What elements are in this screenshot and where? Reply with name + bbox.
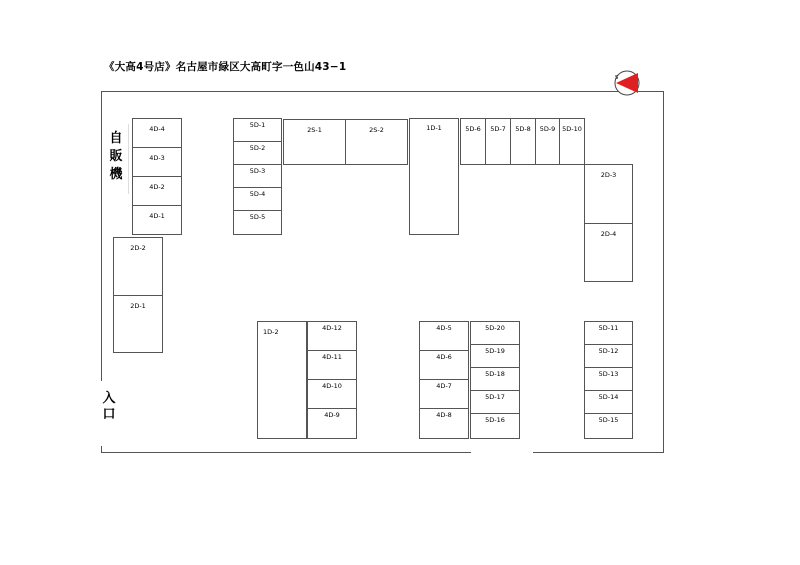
slot-label: 5D-19 bbox=[485, 347, 505, 355]
slot-label: 5D-18 bbox=[485, 370, 505, 378]
parking-slot[interactable] bbox=[419, 350, 469, 380]
slot-label: 2D-2 bbox=[130, 244, 146, 252]
parking-slot[interactable] bbox=[419, 321, 469, 351]
slot-label: 5D-1 bbox=[249, 121, 266, 129]
page-title: 《大高4号店》名古屋市緑区大高町字一色山43−1 bbox=[104, 61, 347, 73]
slot-label: 5D-2 bbox=[249, 144, 266, 152]
parking-slot[interactable] bbox=[485, 118, 511, 165]
parking-slot[interactable] bbox=[345, 119, 408, 165]
slot-label: 5D-20 bbox=[485, 324, 505, 332]
slot-label: 4D-11 bbox=[322, 353, 342, 361]
parking-slot[interactable] bbox=[132, 118, 182, 148]
boundary-bottom-left bbox=[101, 452, 471, 453]
parking-slot[interactable] bbox=[409, 118, 459, 235]
slot-label: 4D-12 bbox=[322, 324, 342, 332]
slot-label: 4D-8 bbox=[436, 411, 452, 419]
parking-slot[interactable] bbox=[132, 176, 182, 206]
parking-slot[interactable] bbox=[233, 118, 282, 142]
slot-label: 4D-4 bbox=[149, 125, 165, 133]
slot-label: 5D-12 bbox=[598, 347, 619, 355]
vending-machine bbox=[106, 124, 129, 194]
parking-slot[interactable] bbox=[233, 210, 282, 235]
parking-slot[interactable] bbox=[307, 350, 357, 380]
parking-slot[interactable] bbox=[283, 119, 346, 165]
entrance-char: 口 bbox=[102, 407, 116, 422]
slot-label: 5D-13 bbox=[598, 370, 619, 378]
parking-slot[interactable] bbox=[535, 118, 560, 165]
parking-slot[interactable] bbox=[584, 390, 633, 414]
slot-label: 5D-10 bbox=[562, 125, 582, 133]
slot-label: 1D-1 bbox=[426, 124, 442, 132]
parking-slot[interactable] bbox=[113, 237, 163, 296]
parking-slot[interactable] bbox=[132, 205, 182, 235]
parking-slot[interactable] bbox=[470, 321, 520, 345]
slot-label: 5D-7 bbox=[490, 125, 506, 133]
parking-slot[interactable] bbox=[584, 223, 633, 282]
slot-label: 4D-7 bbox=[436, 382, 452, 390]
parking-slot[interactable] bbox=[510, 118, 536, 165]
slot-label: 5D-8 bbox=[515, 125, 531, 133]
slot-label: 2D-3 bbox=[600, 171, 617, 179]
slot-label: 4D-6 bbox=[436, 353, 452, 361]
slot-label: 5D-6 bbox=[465, 125, 481, 133]
slot-label: 4D-2 bbox=[149, 183, 165, 191]
parking-slot[interactable] bbox=[307, 408, 357, 439]
parking-slot[interactable] bbox=[113, 295, 163, 353]
slot-label: 5D-3 bbox=[249, 167, 266, 175]
slot-label: 5D-15 bbox=[598, 416, 619, 424]
slot-label: 4D-3 bbox=[149, 154, 165, 162]
slot-label: 5D-9 bbox=[539, 125, 556, 133]
slot-label: 5D-16 bbox=[485, 416, 505, 424]
slot-label: 4D-5 bbox=[436, 324, 452, 332]
entrance-char: 入 bbox=[102, 391, 116, 406]
boundary-bottom-right bbox=[533, 452, 664, 453]
parking-slot[interactable] bbox=[470, 344, 520, 368]
parking-slot[interactable] bbox=[419, 379, 469, 409]
compass-letter: S bbox=[615, 75, 619, 81]
slot-label: 5D-5 bbox=[249, 213, 266, 221]
slot-label: 4D-1 bbox=[149, 212, 165, 220]
parking-slot[interactable] bbox=[584, 367, 633, 391]
parking-slot[interactable] bbox=[584, 321, 633, 345]
slot-label: 5D-4 bbox=[249, 190, 266, 198]
boundary-top bbox=[101, 91, 664, 92]
slot-label: 5D-14 bbox=[598, 393, 619, 401]
parking-slot[interactable] bbox=[584, 344, 633, 368]
slot-label: 2S-1 bbox=[307, 126, 322, 134]
parking-slot[interactable] bbox=[470, 390, 520, 414]
parking-slot[interactable] bbox=[233, 164, 282, 188]
parking-slot[interactable] bbox=[470, 413, 520, 439]
slot-label: 5D-11 bbox=[598, 324, 619, 332]
slot-label: 2S-2 bbox=[369, 126, 384, 134]
vending-machine-char: 自 bbox=[109, 131, 123, 146]
slot-label: 5D-17 bbox=[485, 393, 505, 401]
vending-machine-char: 機 bbox=[109, 167, 123, 182]
parking-slot[interactable] bbox=[307, 379, 357, 409]
slot-label: 2D-1 bbox=[130, 302, 146, 310]
north-compass-icon bbox=[614, 70, 640, 96]
slot-label: 4D-9 bbox=[324, 411, 340, 419]
parking-slot[interactable] bbox=[233, 187, 282, 211]
parking-slot[interactable] bbox=[132, 147, 182, 177]
slot-label: 2D-4 bbox=[600, 230, 617, 238]
parking-slot[interactable] bbox=[419, 408, 469, 439]
parking-slot[interactable] bbox=[307, 321, 357, 351]
vending-machine-char: 販 bbox=[109, 149, 123, 164]
parking-slot[interactable] bbox=[257, 321, 307, 439]
parking-slot[interactable] bbox=[470, 367, 520, 391]
slot-label: 1D-2 bbox=[263, 328, 279, 336]
boundary-right bbox=[663, 91, 664, 453]
parking-slot[interactable] bbox=[584, 413, 633, 439]
boundary-left bbox=[101, 91, 102, 381]
slot-label: 4D-10 bbox=[322, 382, 342, 390]
parking-slot[interactable] bbox=[559, 118, 585, 165]
parking-slot[interactable] bbox=[233, 141, 282, 165]
parking-slot[interactable] bbox=[460, 118, 486, 165]
parking-slot[interactable] bbox=[584, 164, 633, 224]
